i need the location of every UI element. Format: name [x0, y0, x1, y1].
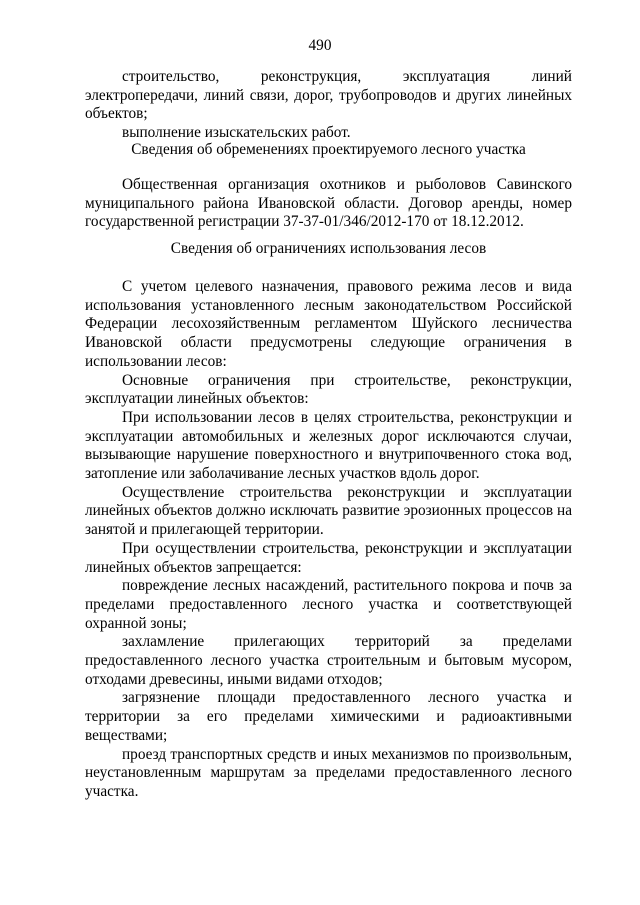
list-paragraph: захламление прилегающих территорий за пределами предоставленного лесного участка строительным и бытовым мусором, отходами древесины, иными видами отходов;: [85, 633, 572, 688]
list-paragraph: загрязнение площади предоставленного лесного участка и территории за его пределами химическими и радиоактивными веществами;: [85, 689, 572, 744]
intro-paragraph: строительство, реконструкция, эксплуатация линий электропередачи, линий связи, дорог, трубопроводов и других линейных объектов;: [85, 68, 572, 123]
section-heading: Сведения об ограничениях использования лесов: [170, 240, 487, 257]
list-paragraph: повреждение лесных насаждений, растительного покрова и почв за пределами предоставленного лесного участка и соответствующей охранной зоны;: [85, 577, 572, 632]
section-restrictions: [85, 240, 572, 259]
body-paragraph: Общественная организация охотников и рыболовов Савинского муниципального района Ивановской области. Договор аренды, номер государственной регистрации 37-37-01/346/2012-170 от 18.12.2012.: [85, 176, 572, 231]
body-paragraph: Осуществление строительства реконструкции и эксплуатации линейных объектов должно исключать развитие эрозионных процессов на занятой и прилегающей территории.: [85, 483, 572, 539]
body-paragraph: При осуществлении строительства, реконструкции и эксплуатации линейных объектов запрещается:: [85, 539, 572, 576]
body-paragraph: С учетом целевого назначения, правового режима лесов и вида использования установленного лесным законодательством Российской Федерации лесохозяйственным регламентом Шуйского лесничества Ивановской области предусмотрены следующие ограничения в использовании лесов:: [85, 278, 572, 370]
page-number: 490: [308, 37, 332, 54]
section-encumbrances-body: [85, 176, 572, 232]
intro-block: [85, 68, 572, 143]
section-encumbrances: [85, 141, 572, 160]
section-heading: Сведения об обременениях проектируемого лесного участка: [131, 141, 526, 158]
section-restrictions-body: [85, 278, 572, 802]
list-paragraph: проезд транспортных средств и иных механизмов по произвольным, неустановленным маршрутам за пределами предоставленного лесного участка.: [85, 745, 572, 800]
intro-paragraph: выполнение изыскательских работ.: [122, 124, 351, 142]
body-paragraph: Основные ограничения при строительстве, реконструкции, эксплуатации линейных объектов:: [85, 371, 572, 408]
body-paragraph: При использовании лесов в целях строительства, реконструкции и эксплуатации автомобильных и железных дорог исключаются случаи, вызывающие нарушение поверхностного и внутрипочвенного стока вод, затопление или заболачивание лесных участков вдоль дорог.: [85, 408, 572, 483]
